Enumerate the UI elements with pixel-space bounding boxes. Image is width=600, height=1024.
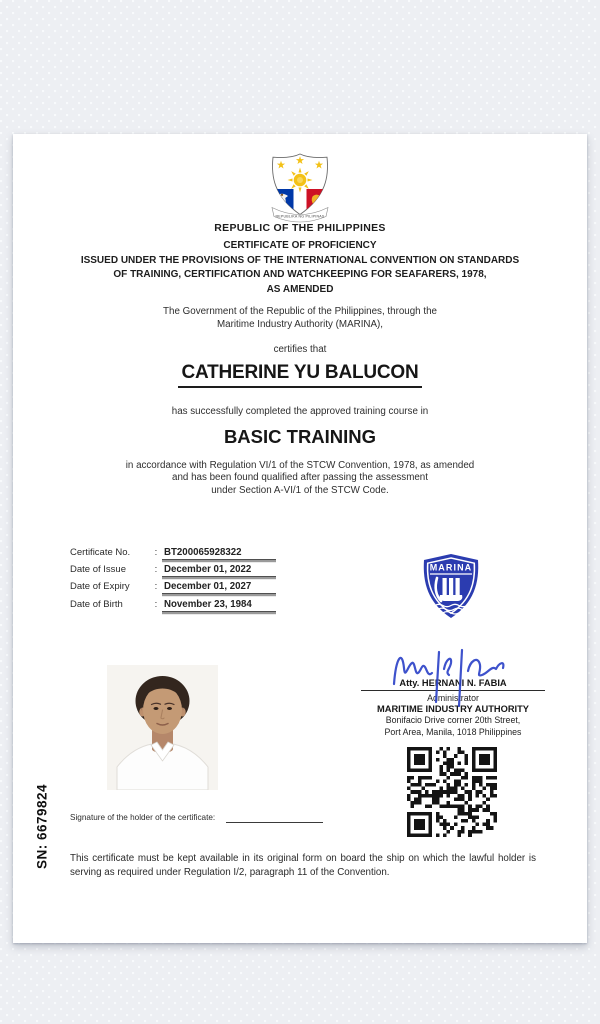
certificate-page — [13, 134, 587, 943]
detail-value: BT200065928322 — [162, 547, 276, 560]
detail-colon: : — [154, 581, 158, 593]
signatory-address-2: Port Area, Manila, 1018 Philippines — [384, 727, 522, 737]
accordance-line-3: under Section A-VI/1 of the STCW Code. — [211, 484, 389, 496]
marina-logo-icon — [416, 551, 486, 621]
certifies-that-text: certifies that — [273, 344, 327, 355]
holder-signature-row — [70, 811, 323, 823]
detail-value: December 01, 2022 — [162, 564, 276, 577]
certificate-header — [13, 239, 587, 297]
accordance-line-2: and has been found qualified after passing the assessment — [172, 472, 428, 484]
certificate-of-proficiency-title: CERTIFICATE OF PROFICIENCY — [223, 240, 377, 251]
course-name: BASIC TRAINING — [223, 426, 377, 447]
accordance-statement — [13, 460, 587, 497]
signatory-organization: MARITIME INDUSTRY AUTHORITY — [376, 704, 530, 714]
detail-row-certificate-no — [70, 547, 276, 564]
philippine-coat-of-arms-icon — [265, 151, 335, 223]
convention-line-2: OF TRAINING, CERTIFICATION AND WATCHKEEPING FOR SEAFARERS, 1978, — [113, 269, 487, 281]
footer-statement — [70, 852, 536, 880]
holder-name: CATHERINE YU BALUCON — [178, 362, 421, 388]
completed-course-text: has successfully completed the approved training course in — [171, 406, 429, 417]
accordance-line-1: in accordance with Regulation VI/1 of the STCW Convention, 1978, as amended — [125, 460, 475, 471]
holder-signature-line — [226, 811, 323, 823]
qr-code-icon — [407, 747, 497, 837]
footer-line-2: serving as required under Regulation I/2, paragraph 11 of the Convention. — [70, 866, 390, 878]
government-line-1: The Government of the Republic of the Philippines, through the — [163, 306, 437, 317]
serial-number: SN: 6679824 — [34, 783, 50, 869]
seal-banner-text: REPUBLIKA NG PILIPINAS — [275, 214, 325, 219]
detail-colon: : — [154, 598, 158, 610]
detail-label: Date of Issue — [70, 564, 126, 576]
detail-row-date-of-birth — [70, 599, 276, 616]
government-line-2: Maritime Industry Authority (MARINA), — [216, 319, 384, 330]
holder-name-row — [13, 362, 587, 388]
detail-row-date-of-issue — [70, 564, 276, 581]
footer-line-1: This certificate must be kept available in its original form on board the ship on which the lawful holder is — [70, 853, 536, 864]
detail-colon: : — [154, 547, 158, 558]
signatory-title: Administrator — [427, 693, 479, 703]
convention-line-1: ISSUED UNDER THE PROVISIONS OF THE INTERNATIONAL CONVENTION ON STANDARDS — [80, 254, 520, 266]
detail-colon: : — [154, 564, 158, 576]
signatory-name: Atty. HERNANI N. FABIA — [399, 678, 507, 688]
government-statement — [13, 305, 587, 331]
holder-signature-label: Signature of the holder of the certificate: — [70, 813, 216, 822]
detail-value: December 01, 2027 — [162, 581, 276, 594]
signatory-address-1: Bonifacio Drive corner 20th Street, — [385, 715, 521, 725]
certificate-details — [70, 547, 276, 616]
administrator-signature-icon — [386, 638, 531, 710]
as-amended-line: AS AMENDED — [266, 283, 334, 295]
detail-label: Certificate No. — [70, 547, 131, 558]
detail-row-date-of-expiry — [70, 581, 276, 598]
detail-value: November 23, 1984 — [162, 599, 276, 612]
marina-logo-text: MARINA — [429, 562, 473, 573]
detail-label: Date of Expiry — [70, 581, 130, 593]
detail-label: Date of Birth — [70, 598, 123, 610]
republic-heading: REPUBLIC OF THE PHILIPPINES — [214, 222, 386, 234]
holder-photo — [107, 665, 218, 790]
